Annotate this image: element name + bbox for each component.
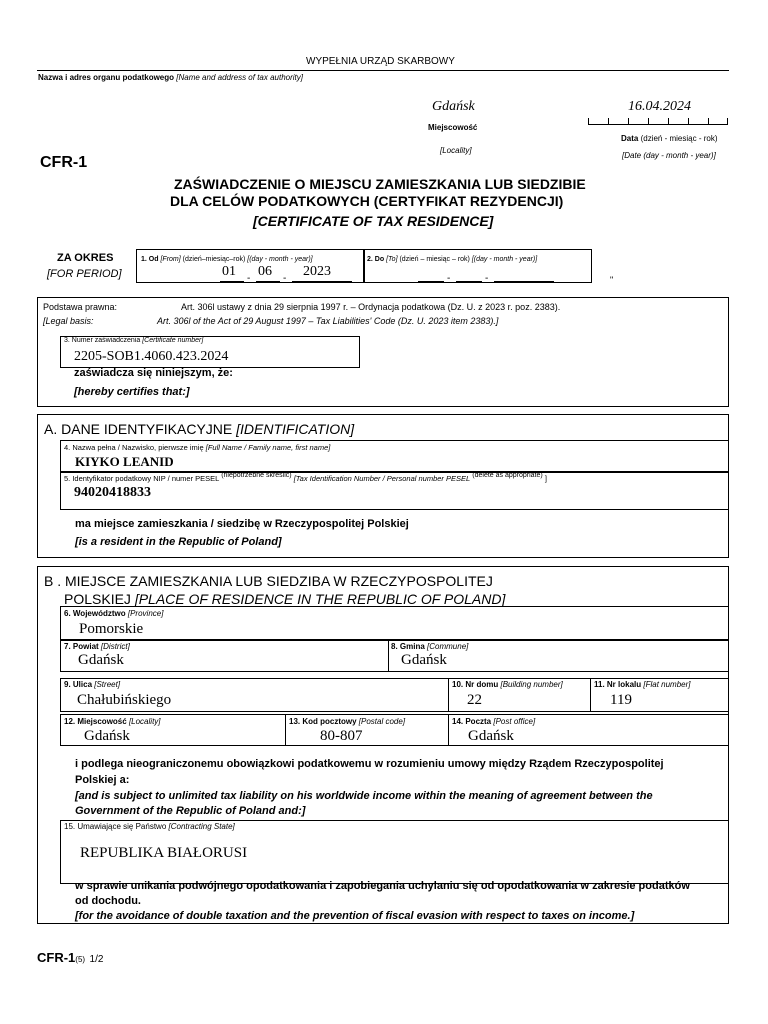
province-label: 6. Województwo [Province] xyxy=(64,609,164,618)
liability-text-1: i podlega nieograniczonemu obowiązkowi podatkowemu w rozumieniu umowy między Rządem Rzeczypospolitej xyxy=(75,758,664,770)
title-line-1: ZAŚWIADCZENIE O MIEJSCU ZAMIESZKANIA LUB SIEDZIBIE xyxy=(174,176,586,192)
date-boxes xyxy=(588,113,728,125)
certificate-number-label: 3. Numer zaświadczenia [Certificate number] xyxy=(64,337,204,344)
postal-code: 80-807 xyxy=(320,728,363,744)
avoidance-text-1: w sprawie unikania podwójnego opodatkowania i zapobiegania uchylaniu się od opodatkowania w zakresie podatków xyxy=(75,880,690,892)
certificate-number: 2205-SOB1.4060.423.2024 xyxy=(74,349,229,364)
legal-basis-label-en: [Legal basis: xyxy=(43,316,94,326)
province: Pomorskie xyxy=(79,621,144,637)
section-b-title-2: POLSKIEJ [PLACE OF RESIDENCE IN THE REPUBLIC OF POLAND] xyxy=(64,591,506,607)
period-to-label: 2. Do [To] (dzień – miesiąc – rok) [(day - month - year)] xyxy=(367,256,538,263)
issue-date: 16.04.2024 xyxy=(628,99,691,114)
period-label-en: [FOR PERIOD] xyxy=(47,268,122,280)
date-label-en: [Date (day - month - year)] xyxy=(622,151,716,160)
locality-field-label: 12. Miejscowość [Locality] xyxy=(64,717,161,726)
header-divider xyxy=(37,70,729,71)
liability-text-2: Polskiej a: xyxy=(75,774,130,786)
postal-code-label: 13. Kod pocztowy [Postal code] xyxy=(289,717,406,726)
resident-text: ma miejsce zamieszkania / siedzibę w Rzeczypospolitej Polskiej xyxy=(75,518,409,530)
period-from-year: 2023 xyxy=(303,264,331,279)
period-label: ZA OKRES xyxy=(57,252,114,264)
office-note: WYPEŁNIA URZĄD SKARBOWY xyxy=(306,56,455,67)
resident-text-en: [is a resident in the Republic of Poland] xyxy=(75,536,282,548)
street: Chałubińskiego xyxy=(77,692,172,708)
period-to-box xyxy=(364,249,592,283)
commune: Gdańsk xyxy=(401,652,447,668)
building-label: 10. Nr domu [Building number] xyxy=(452,680,563,689)
flat-label: 11. Nr lokalu [Flat number] xyxy=(594,680,691,689)
contracting-state: REPUBLIKA BIAŁORUSI xyxy=(80,845,248,861)
district-label: 7. Powiat [District] xyxy=(64,642,130,651)
legal-basis-text: Art. 306l ustawy z dnia 29 sierpnia 1997 r. – Ordynacja podatkowa (Dz. U. z 2023 r. poz. 2383). xyxy=(181,302,561,312)
full-name-label: 4. Nazwa pełna / Nazwisko, pierwsze imię [Full Name / Family name, first name] xyxy=(64,443,331,452)
period-from-label: 1. Od [From] (dzień–miesiąc–rok) [(day - month - year)] xyxy=(141,256,313,263)
locality-label-en: [Locality] xyxy=(440,146,472,155)
avoidance-text-en: [for the avoidance of double taxation and the prevention of fiscal evasion with respect to taxes on income.] xyxy=(75,910,635,922)
liability-text-en-1: [and is subject to unlimited tax liability on his worldwide income within the meaning of agreement between the xyxy=(75,790,653,802)
post-office-label: 14. Poczta [Post office] xyxy=(452,717,536,726)
issue-locality: Gdańsk xyxy=(432,99,475,114)
legal-basis-text-en: Art. 306l of the Act of 29 August 1997 – Tax Liabilities' Code (Dz. U. 2023 item 2383).] xyxy=(157,316,499,326)
title-en: [CERTIFICATE OF TAX RESIDENCE] xyxy=(253,213,494,229)
certifies-text: zaświadcza się niniejszym, że: xyxy=(74,367,233,379)
title-line-2: DLA CELÓW PODATKOWYCH (CERTYFIKAT REZYDENCJI) xyxy=(170,193,564,209)
full-name: KIYKO LEANID xyxy=(75,454,174,469)
locality-label: Miejscowość xyxy=(428,123,478,132)
date-label: Data (dzień - miesiąc - rok) xyxy=(621,134,718,143)
contracting-state-label: 15. Umawiające się Państwo [Contracting State] xyxy=(64,822,235,831)
footer-code: CFR-1(5) 1/2 xyxy=(37,950,104,965)
section-a-title: A. DANE IDENTYFIKACYJNE [IDENTIFICATION] xyxy=(44,421,355,437)
tax-id-label: 5. Identyfikator podatkowy NIP / numer PESEL (niepotrzebne skreślić) [Tax Identification Number / Personal number PESEL (delete as appropriate) ] xyxy=(64,472,547,483)
period-from-month: 06 xyxy=(258,264,272,279)
section-b-title-1: B . MIEJSCE ZAMIESZKANIA LUB SIEDZIBA W RZECZYPOSPOLITEJ xyxy=(44,573,493,589)
district: Gdańsk xyxy=(78,652,124,668)
building-number: 22 xyxy=(467,692,482,708)
street-label: 9. Ulica [Street] xyxy=(64,680,121,689)
flat-number: 119 xyxy=(610,692,632,708)
tax-id: 94020418833 xyxy=(74,485,151,500)
post-office: Gdańsk xyxy=(468,728,514,744)
commune-label: 8. Gmina [Commune] xyxy=(391,642,469,651)
form-code: CFR-1 xyxy=(40,154,88,171)
avoidance-text-2: od dochodu. xyxy=(75,895,141,907)
period-from-day: 01 xyxy=(222,264,236,279)
legal-basis-label: Podstawa prawna: xyxy=(43,302,118,312)
liability-text-en-2: Government of the Republic of Poland and:] xyxy=(75,805,306,817)
certifies-text-en: [hereby certifies that:] xyxy=(74,386,190,398)
locality: Gdańsk xyxy=(84,728,130,744)
authority-label: Nazwa i adres organu podatkowego [Name and address of tax authority] xyxy=(38,73,303,82)
